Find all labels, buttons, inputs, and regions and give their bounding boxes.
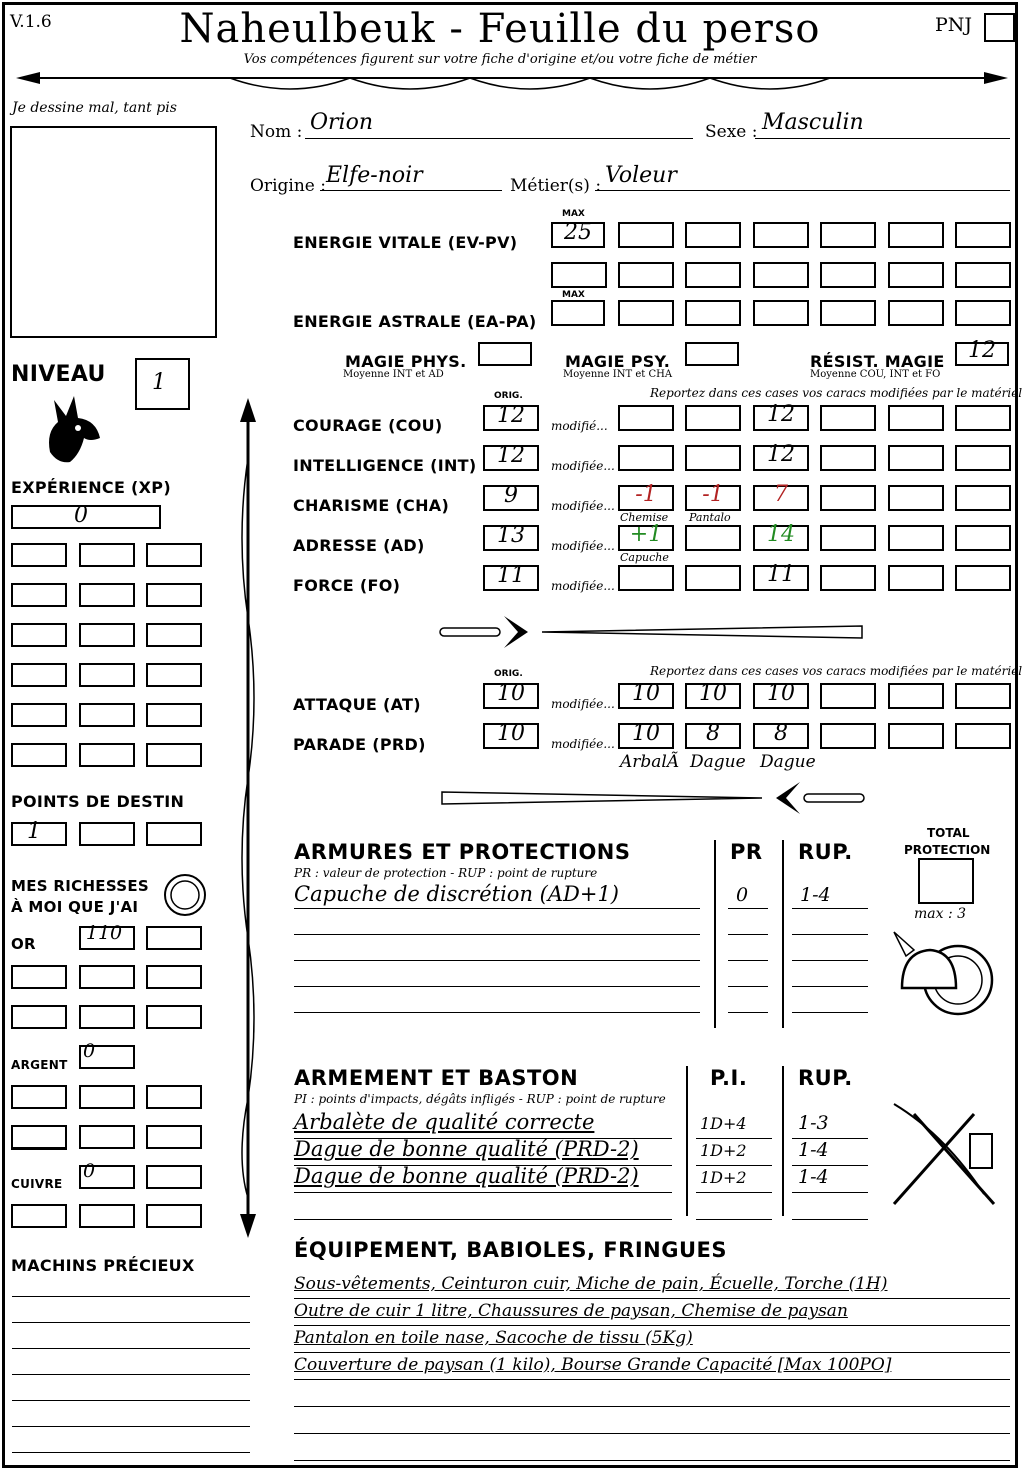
armure-rup[interactable]: 1-4 bbox=[800, 884, 831, 906]
stat-mod-box[interactable] bbox=[955, 445, 1011, 471]
magie-phys-label: MAGIE PHYS. bbox=[345, 352, 467, 371]
arme-pi-line[interactable] bbox=[696, 1192, 772, 1193]
xp-box[interactable] bbox=[146, 663, 202, 687]
armure-line[interactable] bbox=[294, 986, 700, 987]
arme-pi-line[interactable] bbox=[696, 1138, 772, 1139]
xp-box[interactable] bbox=[11, 583, 67, 607]
arme-rup[interactable]: 1-4 bbox=[798, 1139, 829, 1161]
armement-title: ARMEMENT ET BASTON bbox=[294, 1066, 579, 1090]
stat-mod-box[interactable] bbox=[820, 525, 876, 551]
prd-mod-value: 8 bbox=[774, 721, 788, 746]
destin-label: POINTS DE DESTIN bbox=[11, 792, 185, 811]
stat-mod-box[interactable] bbox=[618, 565, 674, 591]
stat-mod-box[interactable] bbox=[820, 445, 876, 471]
destin-box-3[interactable] bbox=[146, 822, 202, 846]
cuivre-box[interactable] bbox=[11, 1204, 67, 1228]
armure-pr-line[interactable] bbox=[728, 934, 768, 935]
armures-pr-header: PR bbox=[730, 840, 763, 864]
stat-mod-value: -1 bbox=[702, 482, 724, 507]
armure-line[interactable] bbox=[294, 960, 700, 961]
armement-rup-header: RUP. bbox=[798, 1066, 853, 1090]
armure-pr-line[interactable] bbox=[728, 986, 768, 987]
precieux-line[interactable] bbox=[12, 1322, 250, 1323]
equip-line[interactable] bbox=[294, 1433, 1010, 1434]
orig-label: ORIG. bbox=[494, 391, 523, 401]
richesses-label-1: MES RICHESSES bbox=[11, 877, 150, 895]
equip-line[interactable] bbox=[294, 1406, 1010, 1407]
ev-box[interactable] bbox=[888, 222, 944, 248]
portrait-box[interactable] bbox=[10, 126, 217, 338]
portrait-caption: Je dessine mal, tant pis bbox=[12, 100, 177, 116]
weapon-note: ArbalÃ bbox=[620, 752, 680, 772]
ev-box[interactable] bbox=[753, 222, 809, 248]
armement-divider-2 bbox=[782, 1066, 784, 1216]
stat-mod-box[interactable] bbox=[888, 525, 944, 551]
sexe-value[interactable]: Masculin bbox=[762, 110, 864, 135]
spear-ornament bbox=[228, 398, 268, 1238]
equipement-title: ÉQUIPEMENT, BABIOLES, FRINGUES bbox=[294, 1238, 727, 1262]
magie-psy-box[interactable] bbox=[685, 342, 739, 366]
equip-text[interactable]: Couverture de paysan (1 kilo), Bourse Grande Capacité [Max 100PO] bbox=[294, 1355, 892, 1375]
ev-box[interactable] bbox=[551, 262, 607, 288]
stat-mod-box[interactable] bbox=[820, 405, 876, 431]
metier-label: Métier(s) : bbox=[510, 176, 602, 196]
xp-box[interactable] bbox=[79, 703, 135, 727]
or-box[interactable] bbox=[79, 1005, 135, 1029]
precieux-line[interactable] bbox=[12, 1400, 250, 1401]
equip-line[interactable] bbox=[294, 1352, 1010, 1353]
xp-box[interactable] bbox=[146, 703, 202, 727]
armure-pr-line[interactable] bbox=[728, 1012, 768, 1013]
resist-magie-label: RÉSIST. MAGIE bbox=[810, 352, 945, 371]
magie-phys-note: Moyenne INT et AD bbox=[343, 369, 444, 380]
at-mod-value: 10 bbox=[632, 681, 660, 706]
niveau-value: 1 bbox=[152, 370, 166, 395]
or-value: 110 bbox=[85, 922, 123, 944]
sheet-subtitle: Vos compétences figurent sur votre fiche d'origine et/ou votre fiche de métier bbox=[243, 52, 757, 67]
niveau-label: NIVEAU bbox=[11, 362, 106, 387]
argent-box[interactable] bbox=[146, 1125, 202, 1149]
arme-rup-line[interactable] bbox=[792, 1219, 868, 1220]
pnj-label: PNJ bbox=[935, 14, 973, 36]
armures-divider-2 bbox=[782, 840, 784, 1028]
ev-box[interactable] bbox=[618, 262, 674, 288]
origine-line bbox=[320, 190, 502, 191]
precieux-line[interactable] bbox=[12, 1452, 250, 1453]
armure-rup-line[interactable] bbox=[792, 1012, 868, 1013]
arme-rup-line[interactable] bbox=[792, 1192, 868, 1193]
stat-mod-value: -1 bbox=[635, 482, 657, 507]
header-spear-ornament bbox=[10, 64, 1014, 104]
stat-modified-label: modifiée... bbox=[551, 499, 615, 513]
xp-box[interactable] bbox=[11, 743, 67, 767]
stat-modified-label: modifiée... bbox=[551, 539, 615, 553]
arme-rup[interactable]: 1-3 bbox=[798, 1112, 829, 1134]
xp-box[interactable] bbox=[146, 743, 202, 767]
stat-orig-value: 13 bbox=[497, 523, 525, 548]
coin-icon bbox=[162, 872, 208, 918]
armure-pr-line[interactable] bbox=[728, 908, 768, 909]
cuivre-box[interactable] bbox=[79, 1204, 135, 1228]
ea-box[interactable] bbox=[820, 300, 876, 326]
precieux-line[interactable] bbox=[12, 1374, 250, 1375]
ev-box[interactable] bbox=[753, 262, 809, 288]
equip-text[interactable]: Outre de cuir 1 litre, Chaussures de paysan, Chemise de paysan bbox=[294, 1301, 848, 1321]
total-protection-label-1: TOTAL bbox=[927, 826, 970, 840]
pnj-checkbox[interactable] bbox=[984, 13, 1015, 42]
total-protection-box[interactable] bbox=[918, 858, 974, 904]
stat-mod-box[interactable] bbox=[888, 445, 944, 471]
ev-box[interactable] bbox=[820, 262, 876, 288]
stat-mod-box[interactable] bbox=[955, 525, 1011, 551]
ea-box[interactable] bbox=[753, 300, 809, 326]
stat-mod-value: 7 bbox=[774, 482, 788, 507]
equip-line[interactable] bbox=[294, 1298, 1010, 1299]
origine-value[interactable]: Elfe-noir bbox=[326, 163, 423, 188]
combat-report-note: Reportez dans ces cases vos caracs modifiées par le matériel bbox=[650, 664, 1023, 678]
ea-max-label: MAX bbox=[562, 290, 585, 300]
equip-line[interactable] bbox=[294, 1379, 1010, 1380]
ev-box[interactable] bbox=[888, 262, 944, 288]
at-mod-box[interactable] bbox=[888, 683, 944, 709]
max-protection-note: max : 3 bbox=[914, 906, 967, 922]
metier-line bbox=[595, 190, 1010, 191]
armure-rup-line[interactable] bbox=[792, 960, 868, 961]
arme-pi[interactable]: 1D+2 bbox=[700, 1168, 747, 1187]
weapon-note: Dague bbox=[690, 752, 746, 772]
stat-mod-box[interactable] bbox=[888, 405, 944, 431]
stat-label: COURAGE (COU) bbox=[293, 416, 443, 435]
richesses-label-2: À MOI QUE J'AI bbox=[11, 898, 139, 916]
argent-box[interactable] bbox=[11, 1125, 67, 1149]
prd-mod-box[interactable] bbox=[888, 723, 944, 749]
equip-text[interactable]: Sous-vêtements, Ceinturon cuir, Miche de pain, Écuelle, Torche (1H) bbox=[294, 1274, 888, 1294]
prd-mod-box[interactable] bbox=[820, 723, 876, 749]
or-box[interactable] bbox=[11, 965, 67, 989]
armure-line[interactable] bbox=[294, 1012, 700, 1013]
ev-box[interactable] bbox=[955, 262, 1011, 288]
xp-box[interactable] bbox=[11, 623, 67, 647]
arme-line[interactable] bbox=[294, 1219, 672, 1220]
prd-mod-value: 10 bbox=[632, 721, 660, 746]
ev-box[interactable] bbox=[685, 222, 741, 248]
or-box[interactable] bbox=[146, 1005, 202, 1029]
destin-value: 1 bbox=[27, 819, 41, 844]
or-label: OR bbox=[11, 935, 36, 953]
xp-box[interactable] bbox=[79, 583, 135, 607]
stat-modified-label: modifiée... bbox=[551, 579, 615, 593]
stat-orig-value: 12 bbox=[497, 403, 525, 428]
arme-name[interactable]: Dague de bonne qualité (PRD-2) bbox=[294, 1164, 639, 1188]
equip-line[interactable] bbox=[294, 1460, 1010, 1461]
arme-pi[interactable]: 1D+4 bbox=[700, 1114, 747, 1133]
stat-orig-value: 12 bbox=[497, 443, 525, 468]
combat-modified-label: modifiée... bbox=[551, 697, 615, 711]
weapon-note: Dague bbox=[760, 752, 816, 772]
ev-label: ENERGIE VITALE (EV-PV) bbox=[293, 233, 518, 252]
arme-name[interactable]: Arbalète de qualité correcte bbox=[294, 1110, 595, 1134]
nom-label: Nom : bbox=[250, 122, 303, 142]
at-mod-box[interactable] bbox=[820, 683, 876, 709]
stat-item-note: Capuche bbox=[620, 551, 669, 564]
stat-mod-value: 12 bbox=[767, 442, 795, 467]
argent-box[interactable] bbox=[146, 1085, 202, 1109]
stat-label: FORCE (FO) bbox=[293, 576, 401, 595]
sexe-label: Sexe : bbox=[705, 122, 758, 142]
armure-line[interactable] bbox=[294, 934, 700, 935]
stat-mod-box[interactable] bbox=[955, 565, 1011, 591]
or-box[interactable] bbox=[11, 1005, 67, 1029]
weapons-icon bbox=[884, 1094, 1004, 1214]
equip-text[interactable]: Pantalon en toile nase, Sacoche de tissu (5Kg) bbox=[294, 1328, 693, 1348]
stat-mod-value: 11 bbox=[767, 562, 795, 587]
ev-box[interactable] bbox=[820, 222, 876, 248]
stat-item-note: Pantalo bbox=[689, 511, 731, 524]
ea-box[interactable] bbox=[618, 300, 674, 326]
stat-mod-box[interactable] bbox=[820, 565, 876, 591]
xp-box[interactable] bbox=[79, 743, 135, 767]
or-box[interactable] bbox=[79, 965, 135, 989]
argent-box[interactable] bbox=[79, 1125, 135, 1149]
argent-value: 0 bbox=[82, 1040, 96, 1062]
armures-rup-header: RUP. bbox=[798, 840, 853, 864]
armement-pi-header: P.I. bbox=[710, 1066, 748, 1090]
prd-mod-value: 8 bbox=[706, 721, 720, 746]
stats-report-note: Reportez dans ces cases vos caracs modifiées par le matériel bbox=[650, 386, 1023, 400]
arme-pi[interactable]: 1D+2 bbox=[700, 1141, 747, 1160]
at-label: ATTAQUE (AT) bbox=[293, 695, 421, 714]
arme-line[interactable] bbox=[294, 1192, 672, 1193]
at-mod-value: 10 bbox=[699, 681, 727, 706]
xp-value: 0 bbox=[74, 503, 88, 528]
magie-psy-note: Moyenne INT et CHA bbox=[563, 369, 673, 380]
ea-box[interactable] bbox=[955, 300, 1011, 326]
xp-box[interactable] bbox=[79, 623, 135, 647]
equip-line[interactable] bbox=[294, 1325, 1010, 1326]
magie-psy-label: MAGIE PSY. bbox=[565, 352, 671, 371]
stat-mod-box[interactable] bbox=[618, 405, 674, 431]
stat-mod-value: +1 bbox=[629, 522, 663, 547]
precieux-line[interactable] bbox=[12, 1296, 250, 1297]
xp-box[interactable] bbox=[146, 583, 202, 607]
ev-box[interactable] bbox=[685, 262, 741, 288]
stat-mod-box[interactable] bbox=[955, 485, 1011, 511]
arme-pi-line[interactable] bbox=[696, 1219, 772, 1220]
combat-orig-label: ORIG. bbox=[494, 669, 523, 679]
armure-pr[interactable]: 0 bbox=[736, 884, 749, 906]
stat-modified-label: modifié... bbox=[551, 419, 608, 433]
armure-pr-line[interactable] bbox=[728, 960, 768, 961]
xp-box[interactable] bbox=[11, 663, 67, 687]
ev-max-label: MAX bbox=[562, 209, 585, 219]
ev-box[interactable] bbox=[618, 222, 674, 248]
nom-line bbox=[305, 138, 693, 139]
stat-label: CHARISME (CHA) bbox=[293, 496, 450, 515]
arme-pi-line[interactable] bbox=[696, 1165, 772, 1166]
metier-value[interactable]: Voleur bbox=[605, 163, 677, 188]
resist-magie-note: Moyenne COU, INT et FO bbox=[810, 369, 941, 380]
magie-phys-box[interactable] bbox=[478, 342, 532, 366]
armures-title: ARMURES ET PROTECTIONS bbox=[294, 840, 631, 864]
ea-box[interactable] bbox=[685, 300, 741, 326]
armement-divider-1 bbox=[686, 1066, 688, 1216]
stat-mod-box[interactable] bbox=[685, 445, 741, 471]
armure-rup-line[interactable] bbox=[792, 986, 868, 987]
arme-name[interactable]: Dague de bonne qualité (PRD-2) bbox=[294, 1137, 639, 1161]
argent-box[interactable] bbox=[79, 1085, 135, 1109]
armure-name[interactable]: Capuche de discrétion (AD+1) bbox=[294, 882, 619, 906]
sheet-title: Naheulbeuk - Feuille du perso bbox=[179, 6, 821, 52]
armure-rup-line[interactable] bbox=[792, 908, 868, 909]
armures-note: PR : valeur de protection - RUP : point de rupture bbox=[294, 866, 598, 880]
armure-line[interactable] bbox=[294, 908, 700, 909]
xp-box[interactable] bbox=[146, 543, 202, 567]
prd-label: PARADE (PRD) bbox=[293, 735, 426, 754]
ev-max-value: 25 bbox=[564, 220, 592, 245]
sexe-line bbox=[755, 138, 1010, 139]
xp-box[interactable] bbox=[79, 543, 135, 567]
stat-mod-box[interactable] bbox=[618, 445, 674, 471]
dragon-head-icon bbox=[40, 392, 106, 466]
ea-box[interactable] bbox=[888, 300, 944, 326]
ea-label: ENERGIE ASTRALE (EA-PA) bbox=[293, 312, 537, 331]
stat-mod-box[interactable] bbox=[888, 485, 944, 511]
or-box[interactable] bbox=[146, 965, 202, 989]
stat-mod-value: 12 bbox=[767, 402, 795, 427]
armures-divider-1 bbox=[714, 840, 716, 1028]
sword-ornament-2 bbox=[432, 778, 872, 818]
stat-label: ADRESSE (AD) bbox=[293, 536, 425, 555]
combat-modified-label: modifiée... bbox=[551, 737, 615, 751]
or-box-2[interactable] bbox=[146, 926, 202, 950]
stat-mod-box[interactable] bbox=[820, 485, 876, 511]
arme-rup[interactable]: 1-4 bbox=[798, 1166, 829, 1188]
argent-box[interactable] bbox=[11, 1085, 67, 1109]
total-protection-label-2: PROTECTION bbox=[904, 843, 991, 857]
helmet-shield-icon bbox=[890, 928, 1000, 1028]
armement-note: PI : points d'impacts, dégâts infligés - RUP : point de rupture bbox=[294, 1092, 666, 1106]
stat-mod-box[interactable] bbox=[685, 405, 741, 431]
precieux-label: MACHINS PRÉCIEUX bbox=[11, 1256, 195, 1275]
stat-label: INTELLIGENCE (INT) bbox=[293, 456, 477, 475]
stat-mod-value: 14 bbox=[767, 522, 795, 547]
stat-orig-value: 9 bbox=[504, 483, 518, 508]
cuivre-box[interactable] bbox=[146, 1204, 202, 1228]
destin-box-2[interactable] bbox=[79, 822, 135, 846]
at-mod-value: 10 bbox=[767, 681, 795, 706]
stat-orig-value: 11 bbox=[497, 563, 525, 588]
origine-label: Origine : bbox=[250, 176, 326, 196]
ev-box[interactable] bbox=[955, 222, 1011, 248]
precieux-line[interactable] bbox=[12, 1426, 250, 1427]
precieux-line[interactable] bbox=[12, 1348, 250, 1349]
stat-modified-label: modifiée... bbox=[551, 459, 615, 473]
stat-item-note: Chemise bbox=[620, 511, 669, 524]
argent-label: ARGENT bbox=[11, 1058, 68, 1072]
prd-orig-value: 10 bbox=[497, 721, 525, 746]
cuivre-value: 0 bbox=[82, 1160, 96, 1182]
at-orig-value: 10 bbox=[497, 681, 525, 706]
resist-magie-value: 12 bbox=[968, 338, 996, 363]
nom-value[interactable]: Orion bbox=[310, 110, 374, 135]
stat-mod-box[interactable] bbox=[685, 525, 741, 551]
xp-box[interactable] bbox=[11, 543, 67, 567]
at-mod-box[interactable] bbox=[955, 683, 1011, 709]
ea-max-box[interactable] bbox=[551, 300, 605, 326]
xp-box[interactable] bbox=[146, 623, 202, 647]
version-label: V.1.6 bbox=[10, 12, 52, 32]
cuivre-label: CUIVRE bbox=[11, 1177, 63, 1191]
prd-mod-box[interactable] bbox=[955, 723, 1011, 749]
xp-box[interactable] bbox=[79, 663, 135, 687]
xp-label: EXPÉRIENCE (XP) bbox=[11, 478, 171, 497]
armure-rup-line[interactable] bbox=[792, 934, 868, 935]
cuivre-box[interactable] bbox=[146, 1165, 202, 1189]
stat-mod-box[interactable] bbox=[888, 565, 944, 591]
xp-box[interactable] bbox=[11, 703, 67, 727]
stat-mod-box[interactable] bbox=[955, 405, 1011, 431]
stat-mod-box[interactable] bbox=[685, 565, 741, 591]
sword-ornament-1 bbox=[432, 612, 872, 652]
